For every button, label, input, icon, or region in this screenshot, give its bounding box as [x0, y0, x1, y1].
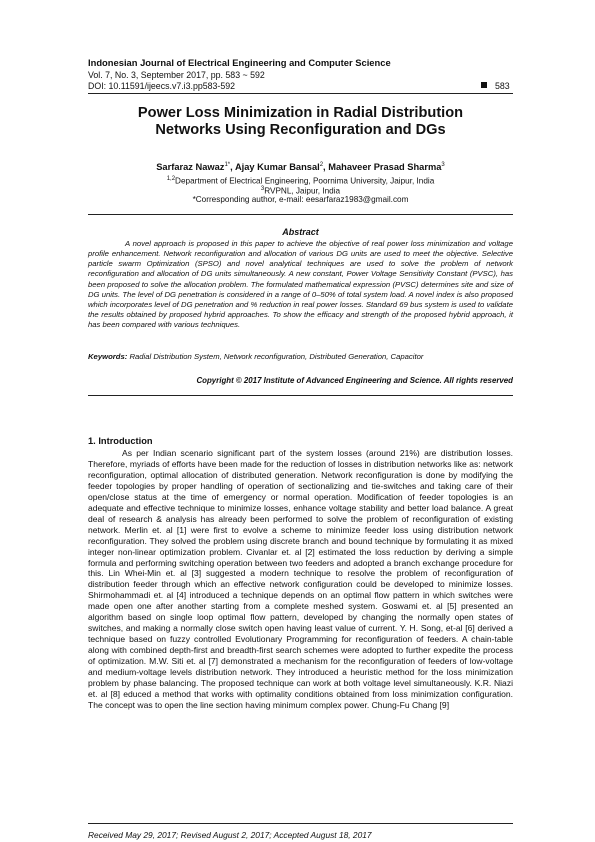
- received-dates: Received May 29, 2017; Revised August 2, 2017; Accepted August 18, 2017: [88, 830, 372, 840]
- keywords-list: Radial Distribution System, Network reconfiguration, Distributed Generation, Capacitor: [129, 352, 424, 361]
- square-bullet-icon: [481, 82, 487, 88]
- abstract-heading: Abstract: [282, 227, 319, 237]
- author-sup: 1*: [224, 162, 231, 168]
- author-list: Sarfaraz Nawaz$^{1*}$, Ajay Kumar Bansal$^2$, Mahaveer Prasad Sharma$^3$: [156, 162, 445, 173]
- abstract-text: A novel approach is proposed in this paper to achieve the objective of real power loss minimization and voltage profile enhancement. Network reconfiguration and allocation of various DG units are used to meet the objective. Selective particle swarm Optimization (SPSO) and novel analytical techniques are used to solve the problem of network reconfiguration and allocation of DG units simultaneously. A new constant, Power Voltage Sensitivity Constant (PVSC), has been proposed to solve the allocation problem. The formulated mathematical expression (PVSC) determines site and size of DG units. The level of DG penetration is considered in a range of 0–50% of total system load. A novel index is also proposed which incorporates level of DG penetration and % reduction in real power losses. Standard 69 bus system is used to validate the results obtained by proposed hybrid approaches. To show the efficacy and strength of the proposed hybrid approach, it has been compared with various techniques.: [88, 239, 513, 330]
- page-number: [481, 81, 510, 91]
- volume-info: Vol. 7, No. 3, September 2017, pp. 583 ~ 592: [88, 70, 265, 80]
- author-name: Mahaveer Prasad Sharma: [328, 162, 442, 173]
- title-line-2: Networks Using Reconfiguration and DGs: [155, 122, 446, 138]
- doi: DOI: 10.11591/ijeecs.v7.i3.pp583-592: [88, 81, 236, 91]
- introduction-text: As per Indian scenario significant part of the system losses (around 21%) are distribution losses. Therefore, myriads of efforts have been made for the reduction of losses in distribution networks like as: network reconfiguration, optimal allocation of distributed generation. Network reconfiguration is done by modifying the feeder topologies by proper handling of operation of sectionalizing and tie-switches and taking care of their open/close status at the time of emergency or normal operation. Modification of feeder topologies is an adequate and effective technique to minimize losses, enhance voltage stability and better load balance. A great deal of research & analysis has already been performed to solve the problem of reconfiguration of existing network. Merlin et. al [1] were first to evolve a scheme to minimize feeder loss using distribution network reconfiguration. They solved the problem using discrete branch and bound technique by formulating it as mixed integer non-linear optimization problem. Civanlar et. al [2] estimated the loss reduction by deriving a simple formula and performing switching operation between two feeders and adopted a branch exchange procedure for this. Lin Whei-Min et. al [3] suggested a modern technique to resolve the problem of reconfiguration of distribution feeder through which an effective network configuration could be developed to minimize losses. Shirmohammadi et. al [4] introduced a technique depends on an optimal flow pattern in which switches were made open one after another starting from a complete meshed system. Goswami et. al [5] presented an algorithm based on single loop optimal flow pattern, developed by changing the normally open states of switches, and making a normally close switch open having least value of current. Y. H. Song, et-al [6] derived a technique based on fuzzy controlled Evolutionary Programming for reconfiguration of feeders. A chain-table along with combined depth-first and breadth-first search schemes were adopted to further expedite the process of optimization. M.W. Siti et. al [7] demonstrated a mechanism for the reconfiguration of feeders of low-voltage and medium-voltage levels distribution network. They introduced a heuristic method for the loss minimization problem by phase balancing. The proposed technique can work at both voltage level simultaneously. K.R. Niazi et. al [8] educed a method that works with optimality conditions obtained from loss minimization configuration. The concept was to open the line section having minimum complex power. Chung-Fu Chang [9]: [88, 448, 513, 710]
- corresponding-author: *Corresponding author, e-mail: eesarfaraz1983@gmail.com: [192, 195, 409, 204]
- keywords: [88, 352, 513, 361]
- author-name: Sarfaraz Nawaz: [156, 162, 225, 173]
- header-rule: [88, 93, 513, 94]
- affiliation: $^{1,2}$Department of Electrical Engineering, Poornima University, Jaipur, India: [166, 176, 435, 186]
- author-sup: 2: [319, 162, 324, 168]
- abstract-rule-bottom: [88, 395, 513, 396]
- footer-rule: [88, 823, 513, 824]
- affiliation: $^3$RVPNL, Jaipur, India: [260, 186, 341, 196]
- section-heading: 1. Introduction: [88, 436, 153, 446]
- abstract-rule-top: [88, 214, 513, 215]
- author-name: Ajay Kumar Bansal: [234, 162, 320, 173]
- keywords-label: Keywords:: [88, 352, 128, 361]
- journal-name: Indonesian Journal of Electrical Engineering and Computer Science: [88, 57, 391, 68]
- title-line-1: Power Loss Minimization in Radial Distribution: [137, 105, 464, 121]
- page-number-value: 583: [495, 81, 510, 91]
- copyright-notice: Copyright © 2017 Institute of Advanced Engineering and Science. All rights reserved: [196, 376, 513, 385]
- author-sup: 3: [441, 162, 445, 168]
- paper-title: [88, 105, 513, 139]
